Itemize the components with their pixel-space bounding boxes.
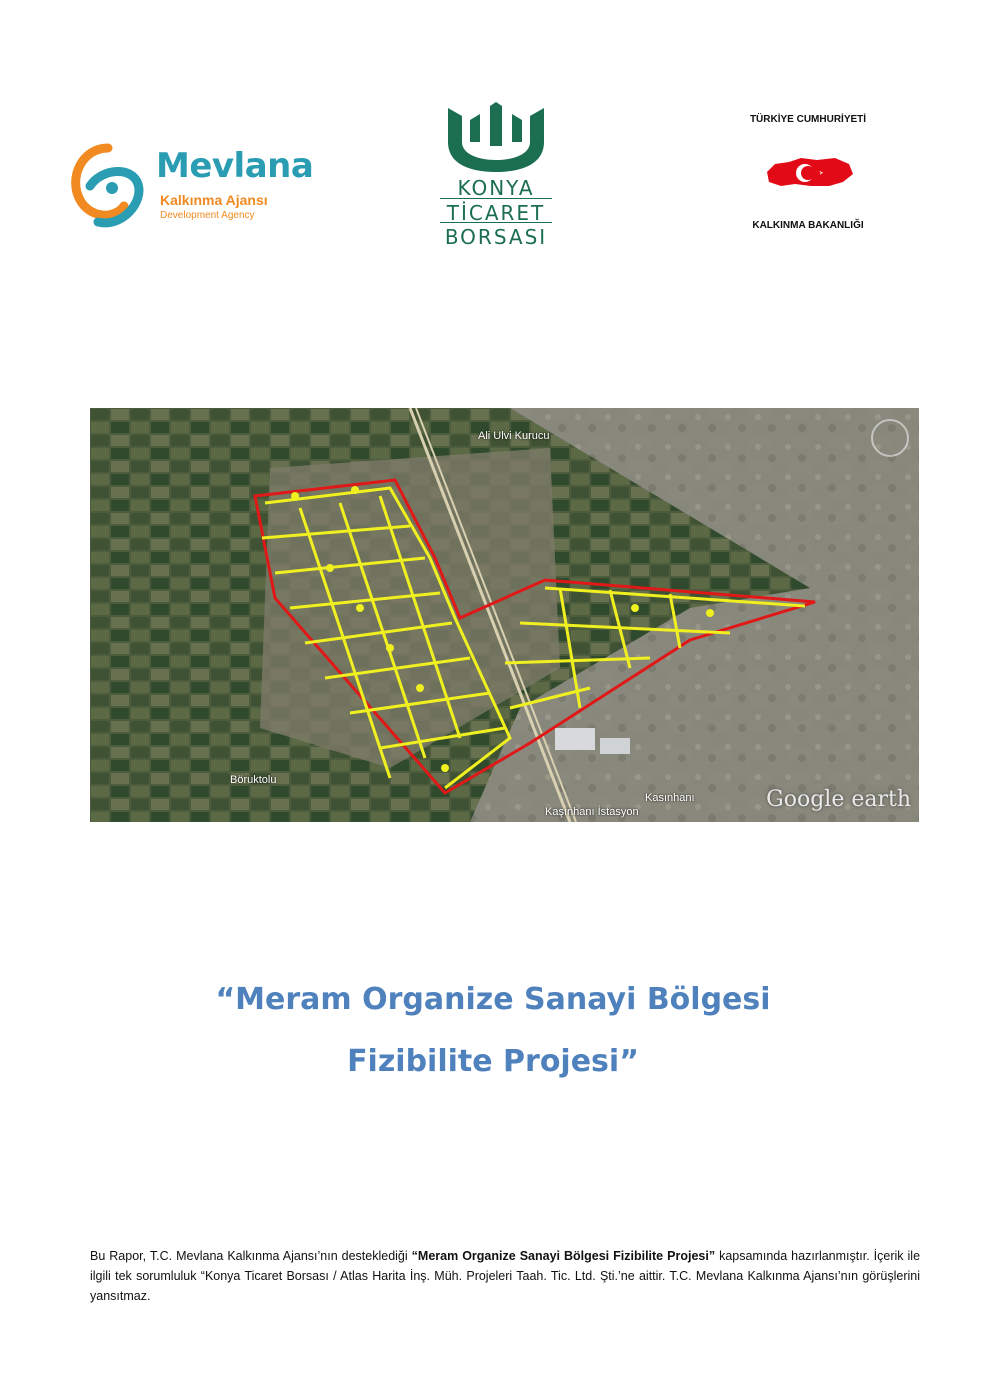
tc-top-text: TÜRKİYE CUMHURİYETİ [749, 114, 867, 125]
mevlana-logo [62, 138, 312, 238]
mevlana-name: Mevlana [156, 146, 314, 186]
map-drawing [90, 408, 919, 822]
tc-kalkinma-bakanligi-logo [745, 112, 871, 238]
ktb-line-1: KONYA [457, 176, 535, 200]
mevlana-subtitle: Kalkınma Ajansı [160, 192, 268, 208]
disclaimer-text-1: Bu Rapor, T.C. Mevlana Kalkınma Ajansı’nın desteklediği [90, 1249, 412, 1263]
disclaimer-project-name: “Meram Organize Sanayi Bölgesi Fizibilite Projesi” [411, 1249, 716, 1263]
document-title-line-2: Fizibilite Projesi” [347, 1044, 639, 1079]
disclaimer-paragraph [90, 1246, 920, 1306]
map-label-boruktolu: Böruktolu [230, 774, 277, 786]
ktb-line-3: BORSASI [440, 222, 552, 249]
mevlana-subtitle-en: Development Agency [160, 210, 255, 221]
ktb-line-2: TİCARET [440, 198, 552, 225]
document-title-line-1: “Meram Organize Sanayi Bölgesi [215, 982, 771, 1017]
google-earth-watermark: Google earth [766, 787, 911, 812]
map-label-kasinhani: Kasınhanı [645, 792, 695, 804]
ktb-emblem-icon [440, 102, 552, 174]
mevlana-swirl-icon [62, 138, 154, 238]
map-label-station: Kaşınhanı İstasyon [545, 806, 639, 818]
konya-ticaret-borsasi-logo [440, 102, 552, 247]
satellite-map-image [90, 408, 919, 822]
map-label-kucucu: Ali Ulvi Kurucu [478, 430, 550, 442]
disclaimer-text-2: kapsamında hazırlanmıştır. İçerik ile ilgili tek sorumluluk “Konya Ticaret Borsası / Atlas Harita İnş. Müh. Projeleri Taah. Tic. Ltd. Şti.’ne aittir. T.C. Mevlana Kalkınma Ajansı’nın görüşlerini yansıtmaz. [90, 1249, 921, 1303]
tc-bottom-text: KALKINMA BAKANLIĞI [752, 220, 864, 231]
